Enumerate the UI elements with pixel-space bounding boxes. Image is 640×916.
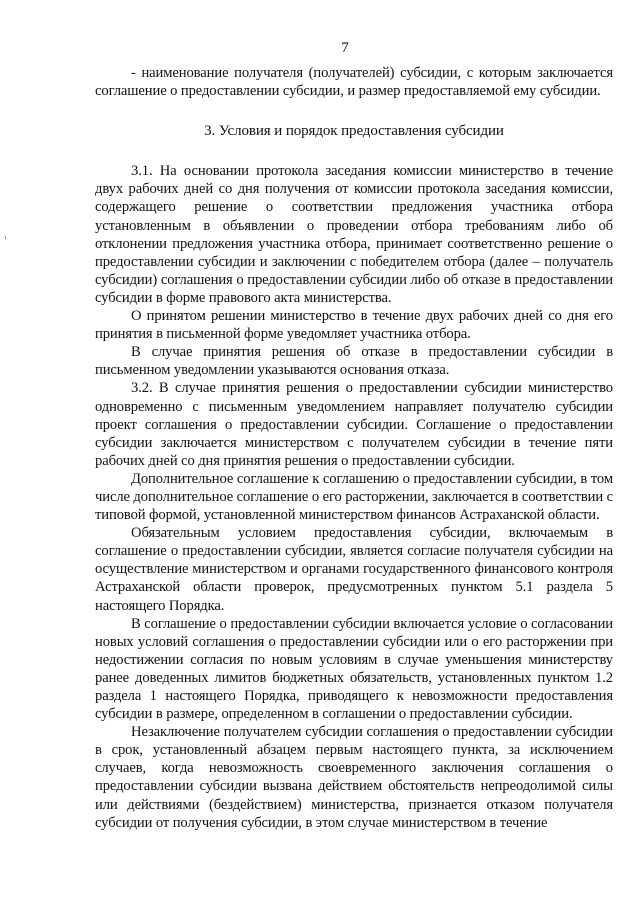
paragraph-agreement-condition: В соглашение о предоставлении субсидии включается условие о согласовании новых условий соглашения о предоставлении субсидии или о его расторжении при недостижении согласия по новым условиям в случае уменьшения министерству ранее доведенных лимитов бюджетных обязательств, установленных пунктом 1.2 раздела 1 настоящего Порядка, приводящего к невозможности предоставления субсидии в размере, определенном в соглашении о предоставлении субсидии. <box>95 615 613 723</box>
scan-mark <box>5 236 6 239</box>
page-number: 7 <box>341 40 349 56</box>
paragraph-notification: О принятом решении министерство в течение двух рабочих дней со дня его принятия в письменной форме уведомляет участника отбора. <box>95 308 613 343</box>
section-heading: 3. Условия и порядок предоставления субсидии <box>204 123 504 140</box>
paragraph-mandatory-condition: Обязательным условием предоставления субсидии, включаемым в соглашение о предоставлении субсидии, является согласие получателя субсидии на осуществление министерством и органами государственного финансового контроля Астраханской области проверок, предусмотренных пунктом 5.1 раздела 5 настоящего Порядка. <box>95 525 613 614</box>
paragraph-refusal: В случае принятия решения об отказе в предоставлении субсидии в письменном уведомлении указываются основания отказа. <box>95 344 613 379</box>
paragraph-non-conclusion: Незаключение получателем субсидии соглашения о предоставлении субсидии в срок, установленный абзацем первым настоящего пункта, за исключением случаев, когда невозможность своевременного заключения соглашения о предоставлении субсидии вызвана действием обстоятельств непреодолимой силы или действиями (бездействием) министерства, признается отказом получателя субсидии от получения субсидии, в этом случае министерством в течение <box>95 724 613 831</box>
document-body <box>95 64 613 832</box>
paragraph-recipient-name: - наименование получателя (получателей) субсидии, с которым заключается соглашение о предоставлении субсидии, и размер предоставляемой ему субсидии. <box>95 65 613 100</box>
paragraph-3-1: 3.1. На основании протокола заседания комиссии министерство в течение двух рабочих дней со дня получения от комиссии протокола заседания комиссии, содержащего решение о соответствии предложения участника отбора установленным в объявлении о проведении отбора требованиям либо об отклонении предложения участника отбора, принимает соответственно решение о предоставлении субсидии и заключении с победителем отбора (далее – получатель субсидии) соглашения о предоставлении субсидии либо об отказе в предоставлении субсидии в форме правового акта министерства. <box>95 163 613 306</box>
paragraph-additional-agreement: Дополнительное соглашение к соглашению о предоставлении субсидии, в том числе дополнительное соглашение о его расторжении, заключается в соответствии с типовой формой, установленной министерством финансов Астраханской области. <box>95 470 614 524</box>
paragraph-3-2: 3.2. В случае принятия решения о предоставлении субсидии министерство одновременно с письменным уведомлением направляет получателю субсидии проект соглашения о предоставлении субсидии. Соглашение о предоставлении субсидии заключается министерством с получателем субсидии в течение пяти рабочих дней со дня принятия решения о предоставлении субсидии. <box>95 380 613 469</box>
